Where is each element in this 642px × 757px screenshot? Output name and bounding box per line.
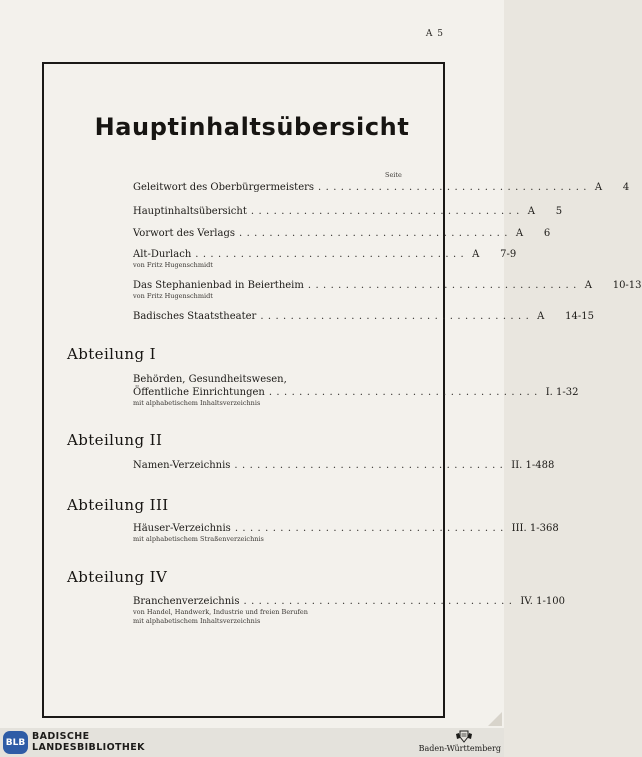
toc-entry-title: Das Stephanienbad in Beiertheim xyxy=(133,280,304,291)
seite-column-label: Seite xyxy=(385,171,402,179)
section-entry-title: Öffentliche Einrichtungen xyxy=(133,387,265,398)
dot-leader: .................................... xyxy=(268,387,542,398)
toc-entry-author: von Fritz Hugenschmidt xyxy=(133,261,213,269)
toc-entry-page: 14-15 xyxy=(565,311,594,322)
section-entry-note: mit alphabetischem Inhaltsverzeichnis xyxy=(133,617,261,625)
toc-entry-prefix: A xyxy=(472,249,480,260)
toc-entry-prefix: A xyxy=(584,280,592,291)
section-heading: Abteilung III xyxy=(67,496,169,514)
section-heading: Abteilung I xyxy=(67,345,156,363)
dot-leader: .................................... xyxy=(260,311,534,322)
section-entry-note: mit alphabetischem Inhaltsverzeichnis xyxy=(133,399,261,407)
toc-entry xyxy=(133,181,630,194)
section-entry-ref: IV. 1-100 xyxy=(520,596,565,607)
toc-entry-prefix: A xyxy=(594,182,603,193)
dot-leader: .................................... xyxy=(234,460,508,471)
toc-entry-page: 6 xyxy=(543,228,551,239)
library-name-line2: LANDESBIBLIOTHEK xyxy=(32,742,145,753)
toc-entry-page: 4 xyxy=(622,182,630,193)
state-label: Baden-Württemberg xyxy=(418,744,501,753)
toc-entry-page: 10-13 xyxy=(612,280,642,291)
toc-entry-title: Badisches Staatstheater xyxy=(133,311,257,322)
page-number: A 5 xyxy=(425,29,444,39)
dot-leader: .................................... xyxy=(318,182,591,193)
section-heading: Abteilung II xyxy=(67,431,163,449)
section-entry-ref: I. 1-32 xyxy=(545,387,579,398)
toc-entry-page: 5 xyxy=(555,206,563,217)
dot-leader: .................................... xyxy=(307,280,581,291)
toc-entry xyxy=(133,310,594,323)
toc-entry xyxy=(133,279,642,301)
section-entry xyxy=(133,595,565,626)
toc-entry xyxy=(133,248,517,270)
section-entry-note: von Handel, Handwerk, Industrie und freien Berufen xyxy=(133,608,308,616)
section-entry-title: Namen-Verzeichnis xyxy=(133,460,231,471)
dot-leader: .................................... xyxy=(234,523,508,534)
toc-entry xyxy=(133,227,551,240)
toc-entry-author: von Fritz Hugenschmidt xyxy=(133,292,213,300)
toc-entry-title: Vorwort des Verlags xyxy=(133,228,235,239)
page-curl-icon xyxy=(488,712,502,726)
section-entry-ref: II. 1-488 xyxy=(511,460,555,471)
library-name xyxy=(32,731,145,753)
toc-entry-title: Alt-Durlach xyxy=(133,249,192,260)
section-entry xyxy=(133,373,579,408)
section-entry-title: Häuser-Verzeichnis xyxy=(133,523,231,534)
section-entry-ref: III. 1-368 xyxy=(511,523,559,534)
section-entry xyxy=(133,459,555,472)
toc-entry-title: Hauptinhaltsübersicht xyxy=(133,206,247,217)
toc-entry-prefix: A xyxy=(515,228,524,239)
blb-logo: BLB xyxy=(3,731,28,754)
toc-entry-prefix: A xyxy=(537,311,545,322)
dot-leader: .................................... xyxy=(243,596,517,607)
section-entry xyxy=(133,522,559,544)
section-heading: Abteilung IV xyxy=(67,568,168,586)
section-entry-title: Branchenverzeichnis xyxy=(133,596,240,607)
toc-entry-title: Geleitwort des Oberbürgermeisters xyxy=(133,182,315,193)
toc-entry xyxy=(133,205,563,218)
library-name-line1: BADISCHE xyxy=(32,731,90,742)
coat-of-arms-icon xyxy=(455,730,473,743)
toc-entry-prefix: A xyxy=(527,206,535,217)
page-title: Hauptinhaltsübersicht xyxy=(94,113,410,141)
section-entry-note: mit alphabetischem Straßenverzeichnis xyxy=(133,535,264,543)
dot-leader: .................................... xyxy=(195,249,469,260)
dot-leader: .................................... xyxy=(239,228,512,239)
toc-entry-page: 7-9 xyxy=(500,249,517,260)
dot-leader: .................................... xyxy=(250,206,524,217)
section-entry-line: Behörden, Gesundheitswesen, xyxy=(133,374,287,385)
